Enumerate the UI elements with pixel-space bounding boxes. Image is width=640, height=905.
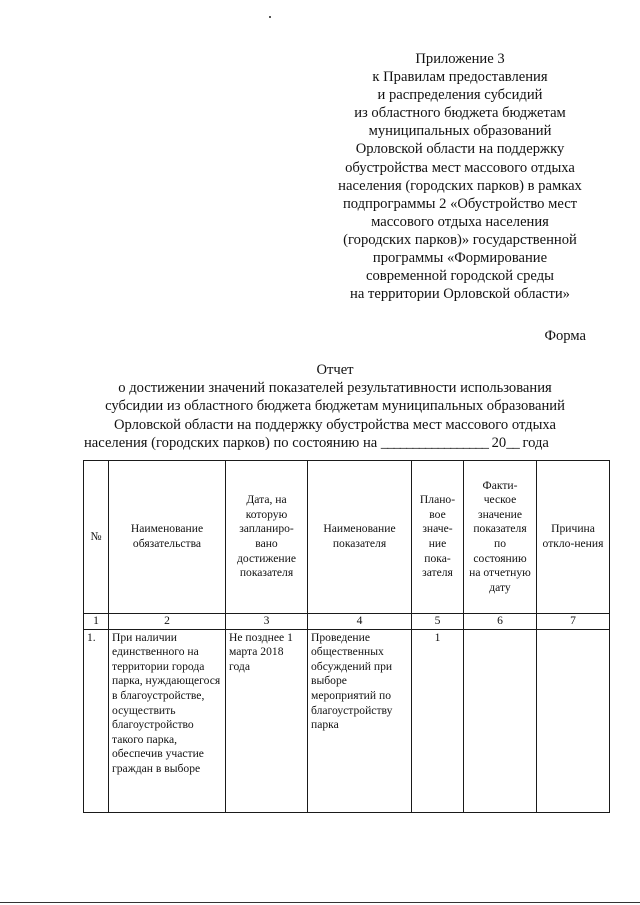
column-number: 1	[84, 614, 109, 630]
header-date: Дата, на которую запланиро-вано достижение показателя	[226, 461, 308, 614]
appendix-line: программы «Формирование	[372, 250, 548, 267]
appendix-header	[300, 50, 620, 303]
header-actual: Факти-ческое значение показателя по состоянию на отчетную дату	[464, 461, 537, 614]
table-row	[84, 629, 610, 812]
appendix-line: Приложение 3	[415, 51, 505, 67]
row-obligation: При наличии единственного на территории города парка, нуждающегося в благоустройстве, осуществить благоустройство такого парка, обеспечив участие граждан в выборе	[109, 629, 226, 812]
appendix-line: на территории Орловской области»	[350, 286, 570, 303]
report-table	[83, 460, 610, 813]
form-label: Форма	[544, 328, 586, 344]
column-number: 2	[109, 614, 226, 630]
column-number: 3	[226, 614, 308, 630]
appendix-line: Орловской области на поддержку	[355, 141, 565, 158]
scan-dot-mark	[269, 16, 271, 18]
header-indicator: Наименование показателя	[308, 461, 412, 614]
row-number: 1.	[84, 629, 109, 812]
row-indicator: Проведение общественных обсуждений при выборе мероприятий по благоустройству парка	[308, 629, 412, 812]
row-actual-value	[464, 629, 537, 812]
report-line: Орловской области на поддержку обустройства мест массового отдыха	[114, 416, 556, 433]
header-number: №	[84, 461, 109, 614]
page-bottom-rule	[0, 902, 640, 903]
appendix-line: (городских парков)» государственной	[343, 231, 577, 248]
report-line: о достижении значений показателей результативности использования	[118, 380, 552, 397]
appendix-line: обустройства мест массового отдыха	[345, 159, 575, 176]
appendix-line: и распределения субсидий	[377, 87, 543, 104]
appendix-line: из областного бюджета бюджетам	[354, 105, 566, 122]
report-title: Отчет	[316, 362, 354, 378]
report-year-prefix: 20	[491, 434, 507, 451]
appendix-line: к Правилам предоставления	[372, 69, 548, 86]
column-number: 5	[412, 614, 464, 630]
report-year-blank: __	[506, 434, 519, 451]
header-obligation: Наименование обязательства	[109, 461, 226, 614]
appendix-line: муниципальных образований	[368, 123, 552, 140]
appendix-line: населения (городских парков) в рамках	[338, 177, 582, 194]
row-planned-value: 1	[412, 629, 464, 812]
column-number: 6	[464, 614, 537, 630]
row-deviation-reason	[537, 629, 610, 812]
row-date: Не позднее 1 марта 2018 года	[226, 629, 308, 812]
header-planned: Плано-вое значе-ние пока-зателя	[412, 461, 464, 614]
report-date-prefix: населения (городских парков) по состоянию на	[84, 434, 378, 451]
column-number-row	[84, 614, 610, 630]
report-date-blank: _________________	[380, 434, 488, 451]
report-date-line	[50, 434, 620, 452]
header-row	[84, 461, 610, 614]
report-line: субсидии из областного бюджета бюджетам муниципальных образований	[105, 398, 565, 415]
report-heading	[50, 361, 620, 452]
header-reason: Причина откло-нения	[537, 461, 610, 614]
appendix-line: современной городской среды	[366, 268, 554, 285]
column-number: 4	[308, 614, 412, 630]
report-year-suffix: года	[522, 434, 549, 451]
appendix-line: массового отдыха населения	[371, 213, 549, 230]
column-number: 7	[537, 614, 610, 630]
appendix-line: подпрограммы 2 «Обустройство мест	[342, 195, 578, 212]
